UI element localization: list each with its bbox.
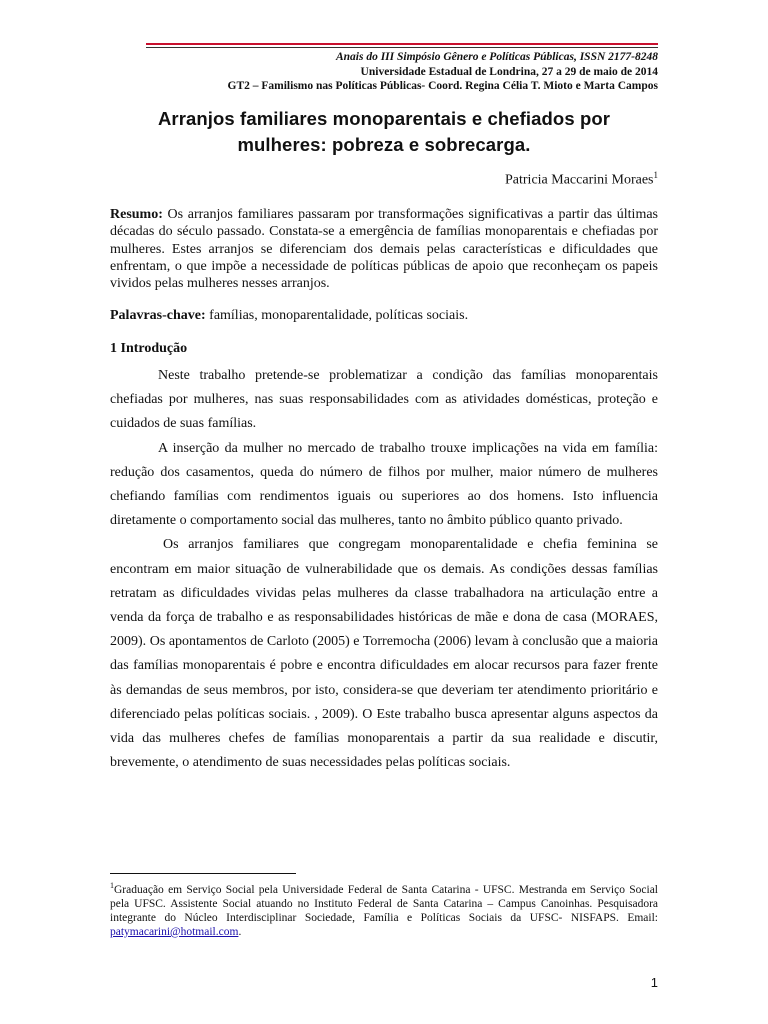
section-heading: 1 Introdução bbox=[110, 341, 188, 356]
footnote-email-link[interactable]: patymacarini@hotmail.com bbox=[110, 925, 239, 938]
author-footnote-mark[interactable]: 1 bbox=[653, 170, 658, 180]
title-line-1: Arranjos familiares monoparentais e chefiados por bbox=[157, 108, 611, 129]
footnote-end: . bbox=[238, 925, 242, 938]
paragraph: Os arranjos familiares que congregam monoparentalidade e chefia feminina se encontram em maior situação de vulnerabilidade que os demais. As condições dessas famílias retratam as dificuldades vividas pelas mulheres da classe trabalhadora na articulação entre a venda da força de trabalho e as responsabilidades históricas de mãe e dona de casa (MORAES, 2009). Os apontamentos de Carloto (2005) e Torremocha (2006) levam à conclusão que a maioria das famílias monoparentais é pobre e encontra dificuldades em alocar recursos para fazer frente às demandas de seus membros, por isto, considera-se que deveriam ter atendimento prioritário e diferenciado pelas políticas sociais. , 2009). O Este trabalho busca apresentar alguns aspectos da vida das mulheres chefes de famílias monoparentais a partir da sua realidade e discutir, brevemente, o atendimento de suas necessidades pelas políticas sociais. bbox=[110, 537, 658, 771]
abstract bbox=[110, 206, 658, 292]
header-line-1: Anais do III Simpósio Gênero e Políticas Públicas, ISSN 2177-8248 bbox=[335, 51, 658, 63]
footnote bbox=[110, 879, 658, 939]
abstract-label: Resumo: bbox=[110, 207, 163, 222]
footnote-mark: 1 bbox=[110, 881, 114, 890]
body-text bbox=[110, 364, 658, 775]
header-rule-red bbox=[146, 43, 658, 45]
paragraph: A inserção da mulher no mercado de trabalho trouxe implicações na vida em família: redução dos casamentos, queda do número de filhos por mulher, maior número de mulheres chefiando famílias com rendimentos iguais ou superiores ao dos homens. Isto influencia diretamente o comportamento social das mulheres, tanto no âmbito público quanto privado. bbox=[110, 440, 658, 529]
author-line bbox=[505, 170, 658, 189]
abstract-text: Os arranjos familiares passaram por transformações significativas a partir das últimas décadas do século passado. Constata-se a emergência de famílias monoparentais e chefiadas por mulheres. Estes arranjos se diferenciam dos demais pelas características e dificuldades que enfrentam, o que impõe a necessidade de políticas públicas de apoio que reconheçam os papeis vividos pelas mulheres nesses arranjos. bbox=[110, 207, 658, 292]
paragraph: Neste trabalho pretende-se problematizar a condição das famílias monoparentais chefiadas por mulheres, nas suas responsabilidades com as atividades domésticas, proteção e cuidados de suas famílias. bbox=[110, 368, 658, 432]
header-rule-black bbox=[146, 47, 658, 48]
title-line-2: mulheres: pobreza e sobrecarga. bbox=[237, 134, 531, 155]
header-line-3: GT2 – Familismo nas Políticas Públicas- Coord. Regina Célia T. Mioto e Marta Campos bbox=[227, 80, 658, 92]
keywords-label: Palavras-chave: bbox=[110, 308, 206, 323]
page-number: 1 bbox=[650, 975, 658, 990]
author-name: Patricia Maccarini Moraes bbox=[505, 172, 654, 188]
running-header bbox=[228, 50, 658, 94]
footnote-text: Graduação em Serviço Social pela Universidade Federal de Santa Catarina - UFSC. Mestranda em Serviço Social pela UFSC. Assistente Social atuando no Instituto Federal de Santa Catarina – Campus Canoinhas. Pesquisadora integrante do Núcleo Interdisciplinar Sociedade, Família e Políticas Sociais da UFSC- NISFAPS. Email: bbox=[110, 883, 658, 924]
footnote-separator bbox=[110, 873, 296, 874]
header-line-2: Universidade Estadual de Londrina, 27 a 29 de maio de 2014 bbox=[360, 65, 658, 78]
keywords bbox=[110, 308, 658, 324]
keywords-text: famílias, monoparentalidade, políticas sociais. bbox=[205, 308, 469, 323]
paper-title bbox=[110, 106, 658, 158]
